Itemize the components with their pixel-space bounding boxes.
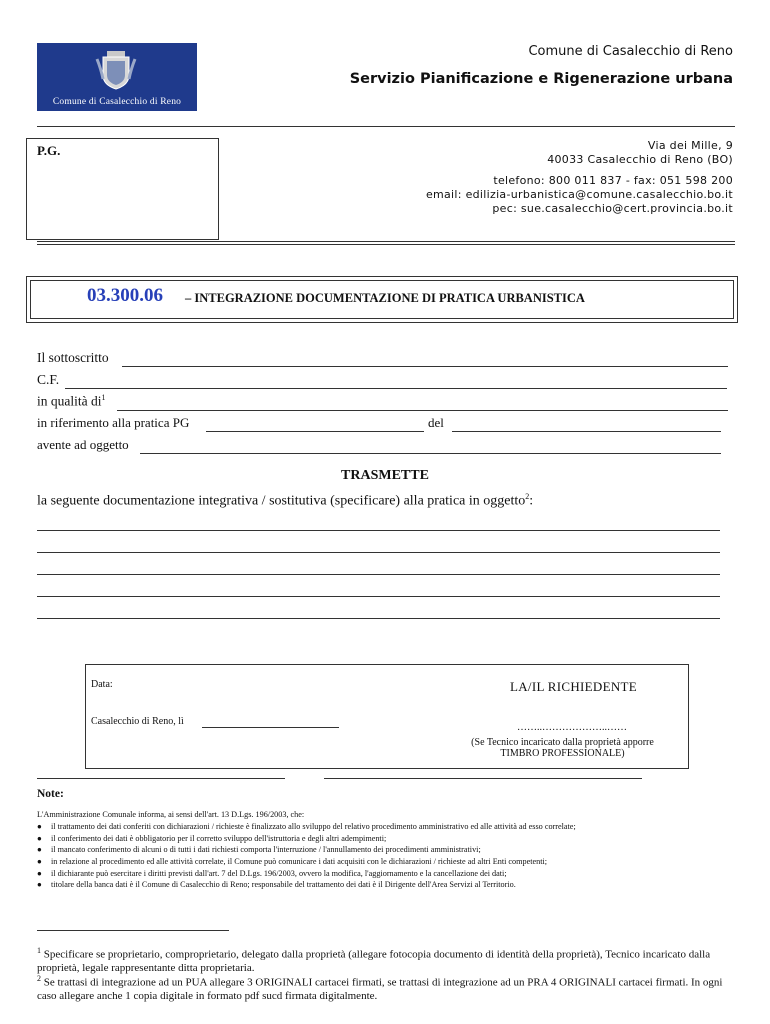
trasmette-heading: TRASMETTE xyxy=(341,468,429,483)
note-item: ● il dichiarante può esercitare i diritti previsti dall'art. 7 del D.Lgs. 196/2003, ovvero la modifica, l'aggiornamento e la cancellazione dei dati; xyxy=(37,869,507,878)
luogo-label: Casalecchio di Reno, lì xyxy=(91,716,184,727)
sottoscritto-field[interactable] xyxy=(122,366,728,367)
oggetto-field[interactable] xyxy=(140,453,721,454)
signature-line-left xyxy=(37,778,285,779)
note-title: Note: xyxy=(37,788,64,800)
note-intro: L'Amministrazione Comunale informa, ai sensi dell'art. 13 D.Lgs. 196/2003, che: xyxy=(37,810,305,819)
del-date-field[interactable] xyxy=(452,431,721,432)
servizio-title: Servizio Pianificazione e Rigenerazione urbana xyxy=(349,71,733,87)
footnote-divider xyxy=(37,930,229,931)
documentazione-line-2[interactable] xyxy=(37,552,720,553)
note-item: ● il mancato conferimento di alcuni o di tutti i dati richiesti comporta l'interruzione / l'annullamento dei procedimenti amministrativi; xyxy=(37,845,481,854)
address-street: Via dei Mille, 9 xyxy=(647,139,733,152)
logo-text: Comune di Casalecchio di Reno xyxy=(52,97,182,107)
form-code: 03.300.06 xyxy=(87,285,163,306)
bullet-icon: ● xyxy=(37,869,42,878)
bullet-icon: ● xyxy=(37,857,42,866)
del-label: del xyxy=(428,415,444,430)
oggetto-label: avente ad oggetto xyxy=(37,437,129,452)
documentazione-line-3[interactable] xyxy=(37,574,720,575)
note-item: ● titolare della banca dati è il Comune di Casalecchio di Reno; responsabile del trattamento dei dati è il Dirigente dell'Area Servizi al Territorio. xyxy=(37,880,516,889)
bullet-icon: ● xyxy=(37,834,42,843)
qualita-label: in qualità $di^1$ xyxy=(37,393,106,409)
sottoscritto-label: Il sottoscritto xyxy=(37,350,109,365)
documentazione-line-4[interactable] xyxy=(37,596,720,597)
signature-line-right xyxy=(324,778,642,779)
address-city: 40033 Casalecchio di Reno (BO) xyxy=(547,153,733,166)
footnote-2: $^2$ Se trattasi di integrazione ad un PUA allegare 3 ORIGINALI cartacei firmati, se trattasi di integrazione ad un PRA 4 ORIGINALI cartacei firmati. In ogni caso allegare anche 1 copia digitale in formato pdf sucd firmata digitalmente. xyxy=(37,974,723,1002)
signature-dots[interactable]: ……..………………..…… xyxy=(517,722,627,733)
tecnico-note-1: (Se Tecnico incaricato dalla proprietà apporre xyxy=(471,737,654,748)
protocol-label: P.G. xyxy=(37,143,61,158)
documentazione-line-1[interactable] xyxy=(37,530,720,531)
comune-name: Comune di Casalecchio di Reno xyxy=(528,44,733,59)
bullet-icon: ● xyxy=(37,845,42,854)
tecnico-note-2: TIMBRO PROFESSIONALE) xyxy=(500,748,625,759)
note-item: ● il trattamento dei dati conferiti con dichiarazioni / richieste è finalizzato allo sviluppo del relativo procedimento amministrativo ed alle attività ad esso correlate; xyxy=(37,822,576,831)
cf-label: C.F. xyxy=(37,372,60,387)
address-email: email: edilizia-urbanistica@comune.casalecchio.bo.it xyxy=(425,188,733,201)
address-divider xyxy=(37,241,735,242)
bullet-icon: ● xyxy=(37,822,42,831)
header-divider xyxy=(37,126,735,127)
documentazione-line-5[interactable] xyxy=(37,618,720,619)
riferimento-label: in riferimento alla pratica PG xyxy=(37,415,190,430)
form-title: – INTEGRAZIONE DOCUMENTAZIONE DI PRATICA URBANISTICA xyxy=(185,291,585,305)
footnote-1: $^1$ Specificare se proprietario, comproprietario, delegato dalla proprietà (allegare fotocopia documento di identità della proprietà), Tecnico incaricato dalla proprietà, legale rappresentante ditta proprietaria. xyxy=(37,946,711,974)
comune-logo xyxy=(37,43,197,111)
address-divider-2 xyxy=(37,244,735,245)
qualita-field[interactable] xyxy=(117,410,728,411)
coat-of-arms-icon xyxy=(93,49,139,91)
bullet-icon: ● xyxy=(37,880,42,889)
data-label: Data: xyxy=(91,679,113,690)
pratica-pg-field[interactable] xyxy=(206,431,424,432)
documentazione-label: la seguente documentazione integrativa / sostitutiva (specificare) alla pratica in oggetto$^2$: xyxy=(37,492,534,509)
cf-field[interactable] xyxy=(65,388,727,389)
luogo-date-field[interactable] xyxy=(202,727,339,728)
address-phone: telefono: 800 011 837 - fax: 051 598 200 xyxy=(493,174,733,187)
note-item: ● in relazione al procedimento ed alle attività correlate, il Comune può comunicare i dati acquisiti con le dichiarazioni / richieste ad altri Enti competenti; xyxy=(37,857,548,866)
richiedente-label: LA/IL RICHIEDENTE xyxy=(510,679,638,694)
note-item: ● il conferimento dei dati è obbligatorio per il corretto sviluppo dell'istruttoria e degli altri adempimenti; xyxy=(37,834,387,843)
address-pec: pec: sue.casalecchio@cert.provincia.bo.it xyxy=(492,202,733,215)
